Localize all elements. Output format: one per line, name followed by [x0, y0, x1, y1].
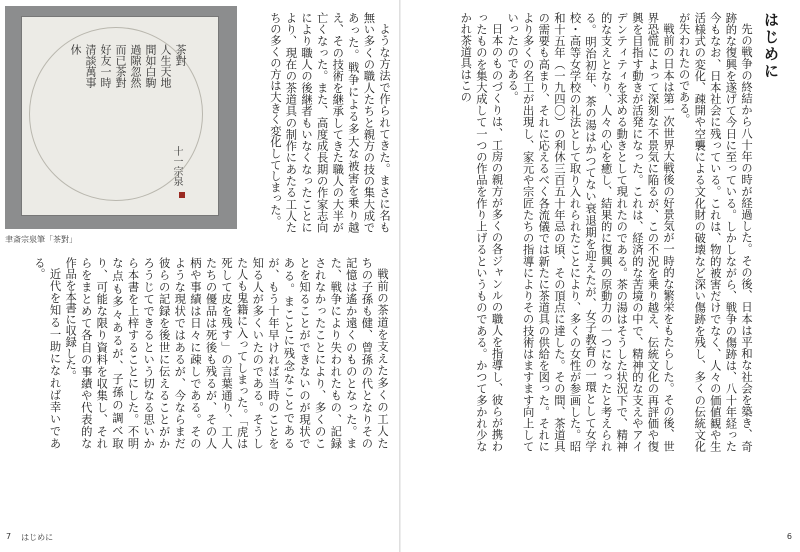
body-paragraph: 先の戦争の終結から八十年の時が経過した。その後、日本は平和な社会を築き、奇跡的な復興を遂げて今日に至っている。しかしながら、戦争の傷跡は、八十年経った今もなお、日本社会に残っている。これは、物的被害だけでなく、人々の価値観や生活様式の変化、疎開や空襲による文化財の破壊など深い傷跡を残し、多くの伝統文化が失われたのである。: [677, 12, 753, 452]
body-paragraph: 戦前の日本は第一次世界大戦後の好景気が一時的な繁栄をもたらした。その後、世界恐慌によって深刻な不景気に陥るが、この不況を乗り越え、伝統文化の再評価や復興を目指す動きが活発になった。これは、経済的な苦境の中で、精神的な支えやアイデンティティを求める動きとして現れたのである。茶の湯はそうした状況下で、精神的な支えとなり、人々の心を癒し、結果的に復興の原動力の一つになったと考えられる。明治初年、茶の湯はかつてない衰退期を迎えたが、女子教育の一環として女学校・高等女学校の礼法として取り入れられたことにより、多くの女性が参画した。昭和十五年（一九四〇）の利休三百五十年忌の頃、その頂点に達した。その間、茶道具の需要も高まり、それに応えるべく各流儀では新たに茶道具の供給を図った。それにより多くの名工が出現し、家元や宗匠たちの指導によりその技術はますます向上していったのである。: [506, 12, 676, 452]
book-gutter: [399, 0, 401, 552]
red-seal-icon: [179, 192, 185, 198]
calligraphy-column: 茶對: [174, 44, 187, 66]
calligraphy-column: 休: [69, 44, 82, 55]
body-paragraph: ような方法で作られてきた。まさに名も無い多くの職人たちと親方の技の集大成であった。戦争による多大な被害を乗り越え、その技術を継承してきた職人の大半が亡くなった。また、高度成長期の作家志向により職人の後継者もいなくなったことにより、現在の茶道具の制作にあたる工人たちの多くの方は大きく変化してしまった。: [268, 12, 391, 233]
photo-caption: 聿斎宗泉筆「茶對」: [5, 235, 77, 244]
calligraphy-signature: 十一宗泉: [171, 146, 182, 186]
calligraphy-column: 過隙忽然: [129, 44, 142, 88]
left-page-body-lower: [10, 257, 390, 449]
scroll-photo: [5, 6, 237, 229]
page-number-left: 7: [6, 532, 12, 541]
calligraphy-column: 好友一時: [99, 44, 112, 88]
body-paragraph: 日本のものづくりは、工房の親方が多くの各ジャンルの職人を指導し、彼らが携わったものを集大成して一つの作品を作り上げるというものである。かつて多かれ少なかれ茶道具はこの: [459, 12, 504, 452]
calligraphy-text: [49, 44, 187, 174]
calligraphy-column: 清談萬事: [84, 44, 97, 88]
scroll-paper: [21, 16, 219, 216]
page-number-right: 6: [786, 532, 792, 541]
calligraphy-column: 間如白駒: [144, 44, 157, 88]
calligraphy-column: 人生天地: [159, 44, 172, 88]
folio-left: [6, 532, 53, 543]
running-head: はじめに: [21, 533, 54, 542]
body-paragraph: 戦前の茶道を支えた多くの工人たちの子孫も健、曾孫の代となりその記憶は遙か遠くのものとなった。また、戦争により失われたもの、記録されなかったことにより、多くのことを知ることができないのが現状である。まことに残念なことであるが、もう十年早ければ当時のことを知る人が多くいたのである。そうした人も鬼籍に入ってしまった。「虎は死して皮を残す」の言葉通り、工人たちの優品は死後も残るが、その人柄や事績は日々に疎しである。そのような現状ではあるが、今ならまだ彼らの記録を後世に伝えることがかろうじてできるという切なる思いから本書を上梓することにした。不明な点も多々あるが、子孫の調べ取り、可能な限り資料を収集し、それらをまとめて各自の事績や代表的な作品を本書に収録した。: [64, 257, 389, 449]
left-page-body-upper: [246, 12, 392, 233]
body-paragraph: 近代を知る一助になれば幸いである。: [32, 257, 62, 449]
right-page-body: [406, 12, 754, 452]
calligraphy-column: 而已茶對: [114, 44, 127, 88]
page-title: はじめに: [762, 12, 780, 80]
